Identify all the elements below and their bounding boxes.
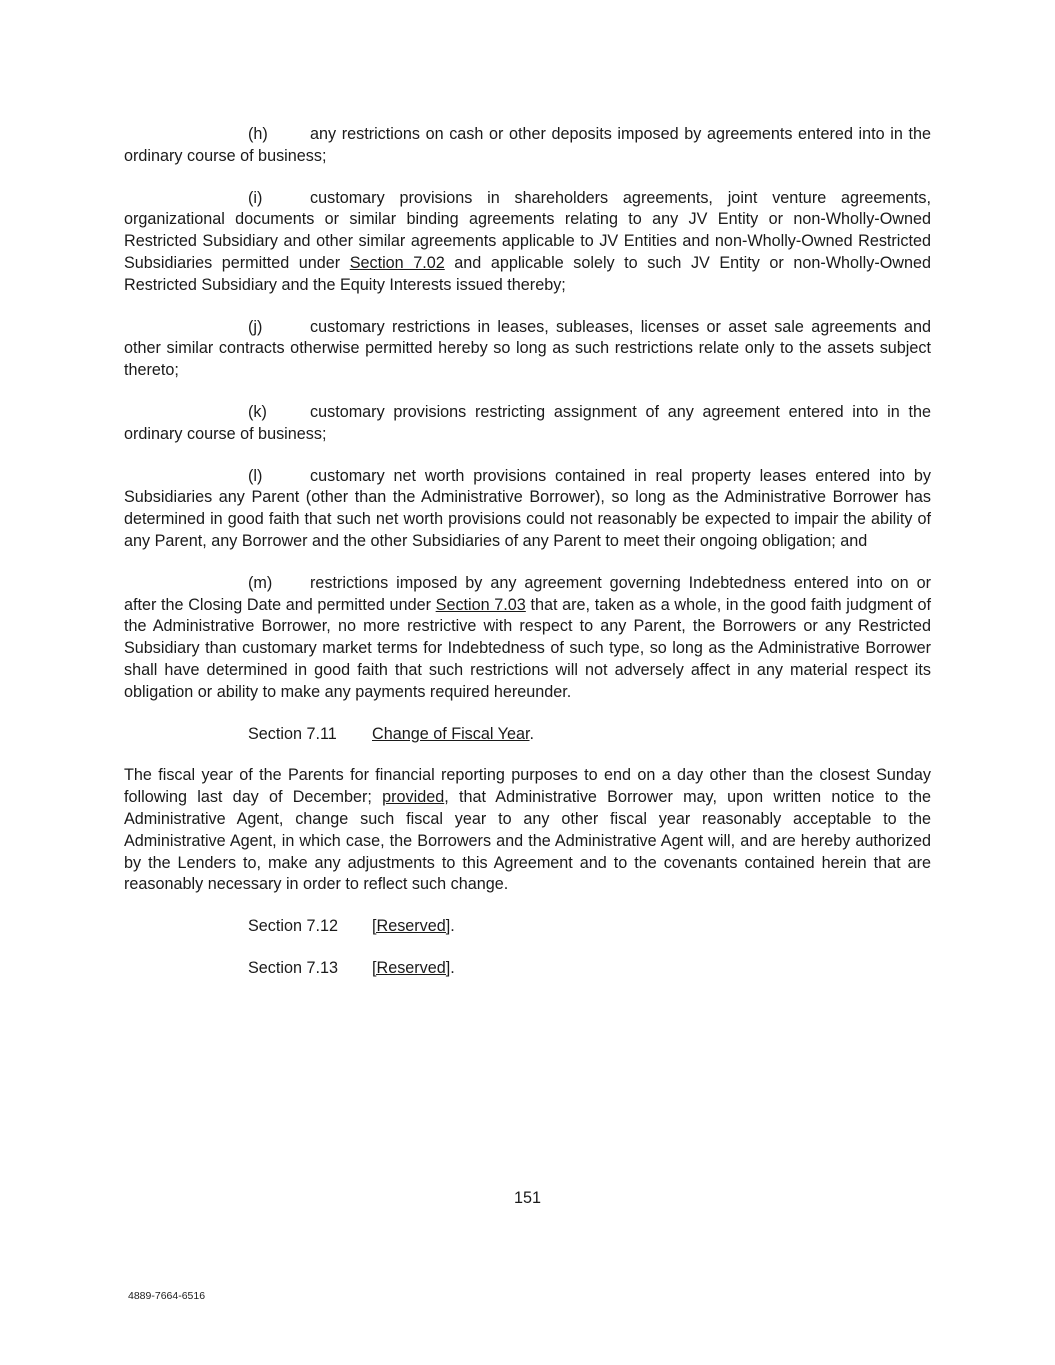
paragraph-h bbox=[124, 124, 931, 168]
section-7-13-heading bbox=[248, 958, 931, 980]
section-7-11-body-a: The fiscal year of the Parents for financial reporting purposes to end on a day other than the closest Sunday following last day of December; bbox=[124, 766, 931, 807]
paragraph-m bbox=[124, 573, 931, 704]
item-label-k: (k) bbox=[248, 402, 267, 421]
item-label-h: (h) bbox=[248, 125, 268, 143]
item-text-i-b: and applicable solely to such JV Entity or non-Wholly-Owned Restricted Subsidiary and the Equity Interests issued thereby; bbox=[124, 253, 931, 294]
section-7-12-heading bbox=[248, 916, 931, 938]
item-text-j: customary restrictions in leases, subleases, licenses or asset sale agreements and other similar contracts otherwise permitted hereby so long as such restrictions relate only to the assets subject thereto; bbox=[124, 317, 931, 380]
section-7-12-period: . bbox=[450, 917, 455, 936]
paragraph-l bbox=[124, 466, 931, 553]
section-7-13-number: Section 7.13 bbox=[248, 958, 338, 977]
item-text-k: customary provisions restricting assignment of any agreement entered into in the ordinary course of business; bbox=[124, 402, 931, 443]
section-7-11-body-b: , that Administrative Borrower may, upon written notice to the Administrative Agent, change such fiscal year to any other fiscal year reasonably acceptable to the Administrative Agent, in which case, the Borrowers and the Administrative Agent will, and are hereby authorized by the Lenders to, make any adjustments to this Agreement and to the covenants contained herein that are reasonably necessary in order to reflect such change. bbox=[124, 788, 931, 894]
section-7-11-period: . bbox=[529, 724, 534, 743]
item-label-m: (m) bbox=[248, 573, 273, 592]
paragraph-j bbox=[124, 317, 931, 382]
paragraph-k bbox=[124, 402, 931, 446]
section-7-13-title: [Reserved] bbox=[372, 958, 451, 977]
section-7-11-body bbox=[124, 765, 931, 896]
section-7-11-heading bbox=[248, 724, 931, 746]
document-id: 4889-7664-6516 bbox=[128, 1290, 206, 1302]
section-7-03-reference: Section 7.03 bbox=[435, 595, 526, 614]
section-7-12-title: [Reserved] bbox=[372, 917, 451, 936]
item-text-m-b: that are, taken as a whole, in the good faith judgment of the Administrative Borrower, no more restrictive with respect to any Parent, the Borrowers or any Restricted Subsidiary than customary market terms for Indebtedness of such type, so long as the Administrative Borrower shall have determined in good faith that such restrictions will not adversely affect in any material respect its obligation or ability to make any payments required hereunder. bbox=[124, 595, 932, 701]
provided-term: provided bbox=[382, 788, 445, 807]
section-7-13-period: . bbox=[450, 958, 455, 977]
section-7-11-title: Change of Fiscal Year bbox=[372, 724, 530, 743]
section-7-02-reference: Section 7.02 bbox=[349, 253, 445, 272]
document-body bbox=[124, 124, 931, 1000]
item-text-m-a: restrictions imposed by any agreement governing Indebtedness entered into on or after the Closing Date and permitted under bbox=[124, 573, 931, 614]
paragraph-i bbox=[124, 188, 931, 297]
item-text-i-a: customary provisions in shareholders agreements, joint venture agreements, organizational documents or similar binding agreements relating to any JV Entity or non-Wholly-Owned Restricted Subsidiary and other similar agreements applicable to JV Entities and non-Wholly-Owned Restricted Subsidiaries permitted under bbox=[124, 188, 931, 272]
section-7-11-number: Section 7.11 bbox=[248, 724, 337, 743]
item-label-j: (j) bbox=[248, 317, 263, 336]
item-label-i: (i) bbox=[248, 188, 263, 207]
section-7-12-number: Section 7.12 bbox=[248, 917, 338, 936]
item-label-l: (l) bbox=[248, 466, 263, 485]
item-text-h: any restrictions on cash or other deposits imposed by agreements entered into in the ordinary course of business; bbox=[124, 125, 931, 165]
page-number: 151 bbox=[513, 1189, 541, 1207]
item-text-l: customary net worth provisions contained in real property leases entered into by Subsidiaries any Parent (other than the Administrative Borrower), so long as the Administrative Borrower has determined in good faith that such net worth provisions could not reasonably be expected to impair the ability of any Parent, any Borrower and the other Subsidiaries of any Parent to meet their ongoing obligation; and bbox=[124, 466, 931, 550]
